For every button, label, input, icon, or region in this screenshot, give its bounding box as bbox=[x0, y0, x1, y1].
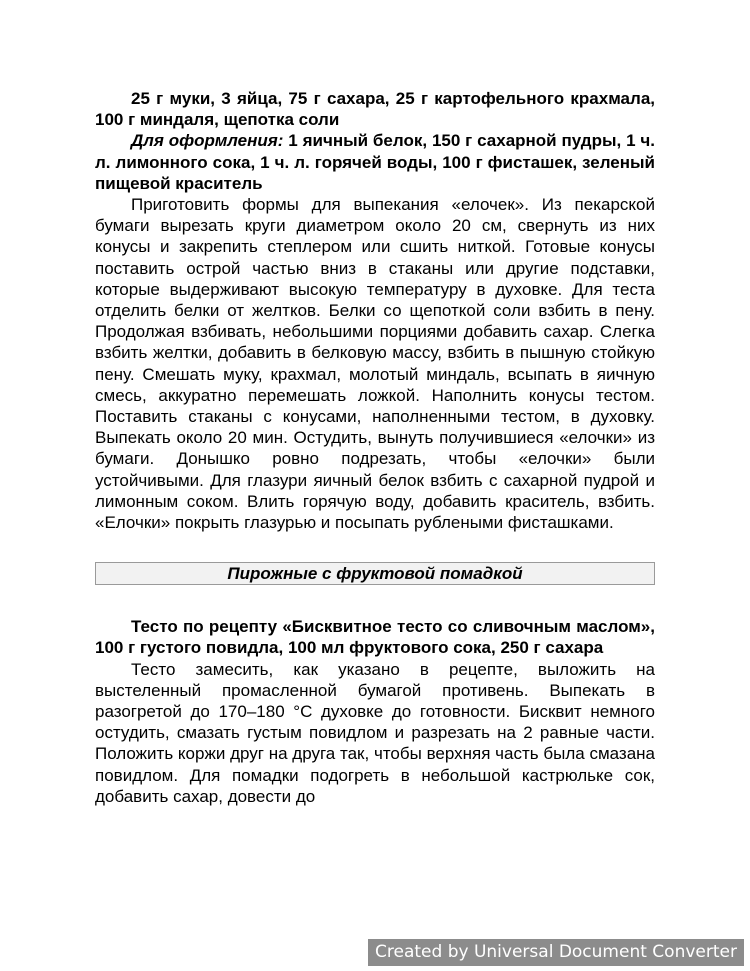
recipe1-decoration-label: Для оформления: bbox=[131, 131, 284, 151]
recipe1-method: Приготовить формы для выпекания «елочек». Из пекарской бумаги вырезать круги диаметром около 20 см, свернуть из них конусы и закрепить степлером или сшить ниткой. Готовые конусы поставить острой частью вниз в стаканы или другие подставки, которые выдерживают высокую температуру в духовке. Для теста отделить белки от желтков. Белки со щепоткой соли взбить в пену. Продолжая взбивать, небольшими порциями добавить сахар. Слегка взбить желтки, добавить в белковую массу, взбить в пышную стойкую пену. Смешать муку, крахмал, молотый миндаль, всыпать в яичную смесь, аккуратно перемешать ложкой. Наполнить конусы тестом. Поставить стаканы с конусами, наполненными тестом, в духовку. Выпекать около 20 мин. Остудить, вынуть получившиеся «елочки» из бумаги. Донышко ровно подрезать, чтобы «елочки» были устойчивыми. Для глазури яичный белок взбить с сахарной пудрой и лимонным соком. Влить горячую воду, добавить краситель, взбить. «Елочки» покрыть глазурью и посыпать рублеными фисташками. bbox=[95, 195, 655, 533]
recipe2-method: Тесто замесить, как указано в рецепте, выложить на выстеленный промасленной бумагой противень. Выпекать в разогретой до 170–180 °С духовке до готовности. Бисквит немного остудить, смазать густым повидлом и разрезать на 2 равные части. Положить коржи друг на друга так, чтобы верхняя часть была смазана повидлом. Для помадки подогреть в небольшой кастрюльке сок, добавить сахар, довести до bbox=[95, 659, 655, 806]
recipe2-ingredients: Тесто по рецепту «Бисквитное тесто со сливочным маслом», 100 г густого повидла, 100 мл фруктового сока, 250 г сахара bbox=[95, 617, 655, 658]
recipe2-title: Пирожные с фруктовой помадкой bbox=[95, 562, 655, 585]
document-body bbox=[95, 88, 655, 807]
converter-watermark: Created by Universal Document Converter bbox=[368, 939, 744, 966]
section-spacer bbox=[95, 585, 655, 616]
recipe1-ingredients: 25 г муки, 3 яйца, 75 г сахара, 25 г картофельного крахмала, 100 г миндаля, щепотка соли bbox=[95, 89, 655, 130]
recipe1-decoration-text: 1 яичный белок, 150 г сахарной пудры, 1 ч. л. лимонного сока, 1 ч. л. горячей воды, 100 г фисташек, зеленый пищевой краситель bbox=[95, 131, 655, 193]
recipe1-decoration bbox=[95, 130, 655, 194]
